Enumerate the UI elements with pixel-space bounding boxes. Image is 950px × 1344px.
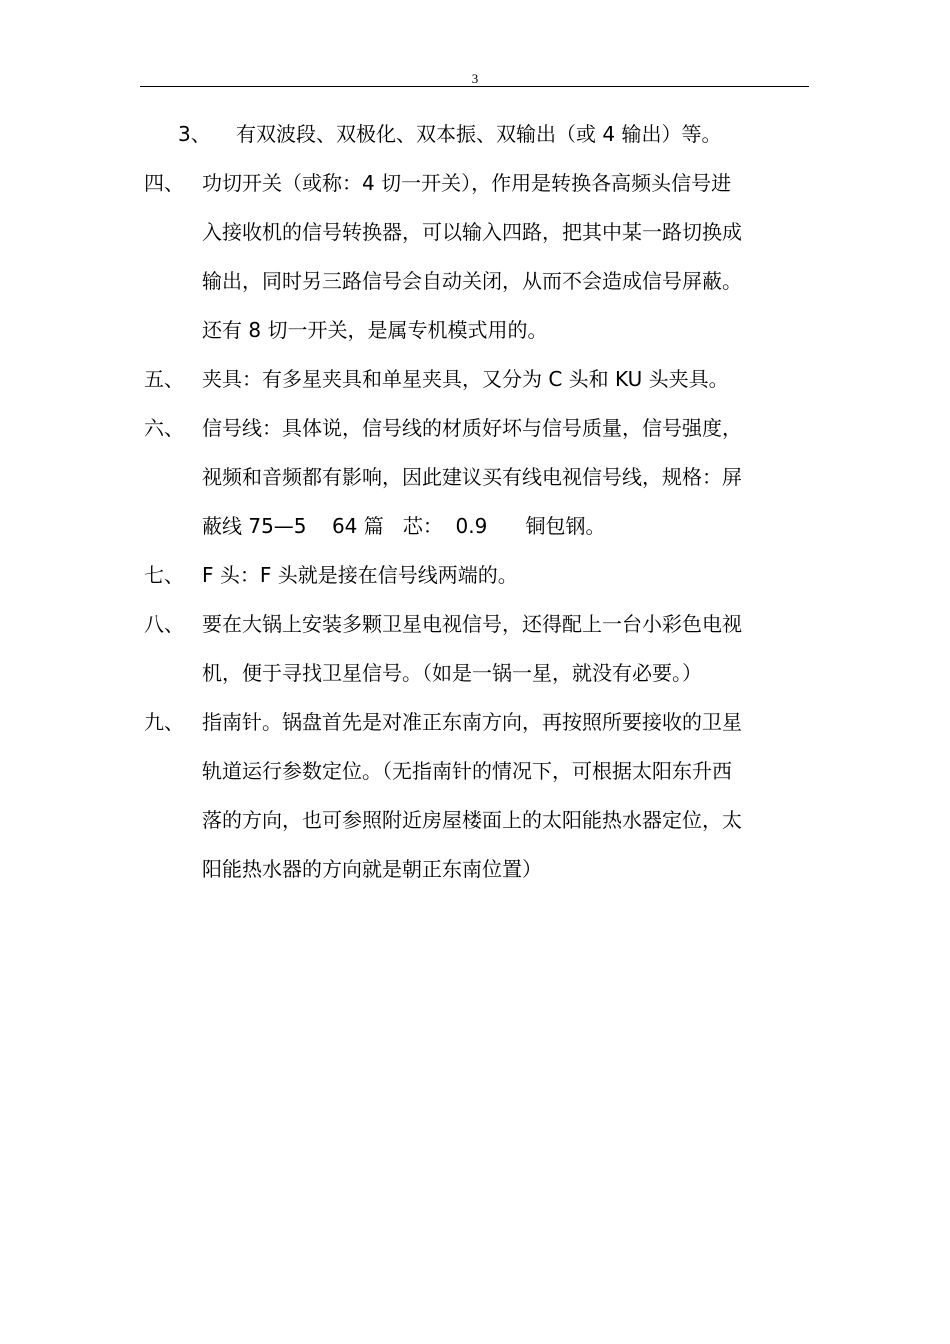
- list-item: [0, 600, 950, 698]
- list-item: [0, 159, 950, 355]
- page-number: 3: [471, 71, 479, 86]
- item-text-line: 机，便于寻找卫星信号。（如是一锅一星，就没有必要。）: [202, 661, 702, 685]
- list-item: [0, 404, 950, 551]
- item-text-line: 信号线：具体说，信号线的材质好坏与信号质量，信号强度，: [202, 416, 742, 440]
- item-text-line: 轨道运行参数定位。（无指南针的情况下，可根据太阳东升西: [202, 759, 732, 783]
- list-item: [0, 355, 950, 404]
- item-text-line: 输出，同时另三路信号会自动关闭，从而不会造成信号屏蔽。: [202, 269, 742, 293]
- item-text-line: 还有 8 切一开关，是属专机模式用的。: [202, 318, 548, 342]
- item-text-line: 落的方向，也可参照附近房屋楼面上的太阳能热水器定位，太: [202, 808, 742, 832]
- item-text-line: 入接收机的信号转换器，可以输入四路，把其中某一路切换成: [202, 220, 742, 244]
- item-text-line: 有双波段、双极化、双本振、双输出（或 4 输出）等。: [236, 122, 722, 146]
- item-text-line: 蔽线 75—5 64 篇 芯： 0.9 铜包钢。: [202, 514, 606, 538]
- document-body: [0, 110, 950, 894]
- item-marker: 六、: [144, 416, 184, 440]
- list-item: [0, 551, 950, 600]
- item-marker: 五、: [144, 367, 184, 391]
- item-marker: 八、: [144, 612, 184, 636]
- item-text-line: 视频和音频都有影响，因此建议买有线电视信号线，规格：屏: [202, 465, 742, 489]
- item-text-line: 指南针。锅盘首先是对准正东南方向，再按照所要接收的卫星: [202, 710, 742, 734]
- item-marker: 3、: [178, 122, 211, 146]
- item-text-line: 要在大锅上安装多颗卫星电视信号，还得配上一台小彩色电视: [202, 612, 742, 636]
- item-marker: 九、: [144, 710, 184, 734]
- item-marker: 四、: [144, 171, 184, 195]
- list-item: [0, 110, 950, 159]
- item-marker: 七、: [144, 563, 184, 587]
- header-rule: [140, 86, 809, 87]
- item-text-line: 阳能热水器的方向就是朝正东南位置）: [202, 857, 542, 881]
- item-text-line: F 头：F 头就是接在信号线两端的。: [202, 563, 518, 587]
- item-text-line: 夹具：有多星夹具和单星夹具，又分为 C 头和 KU 头夹具。: [202, 367, 729, 391]
- item-text-line: 功切开关（或称：4 切一开关），作用是转换各高频头信号进: [202, 171, 732, 195]
- list-item: [0, 698, 950, 894]
